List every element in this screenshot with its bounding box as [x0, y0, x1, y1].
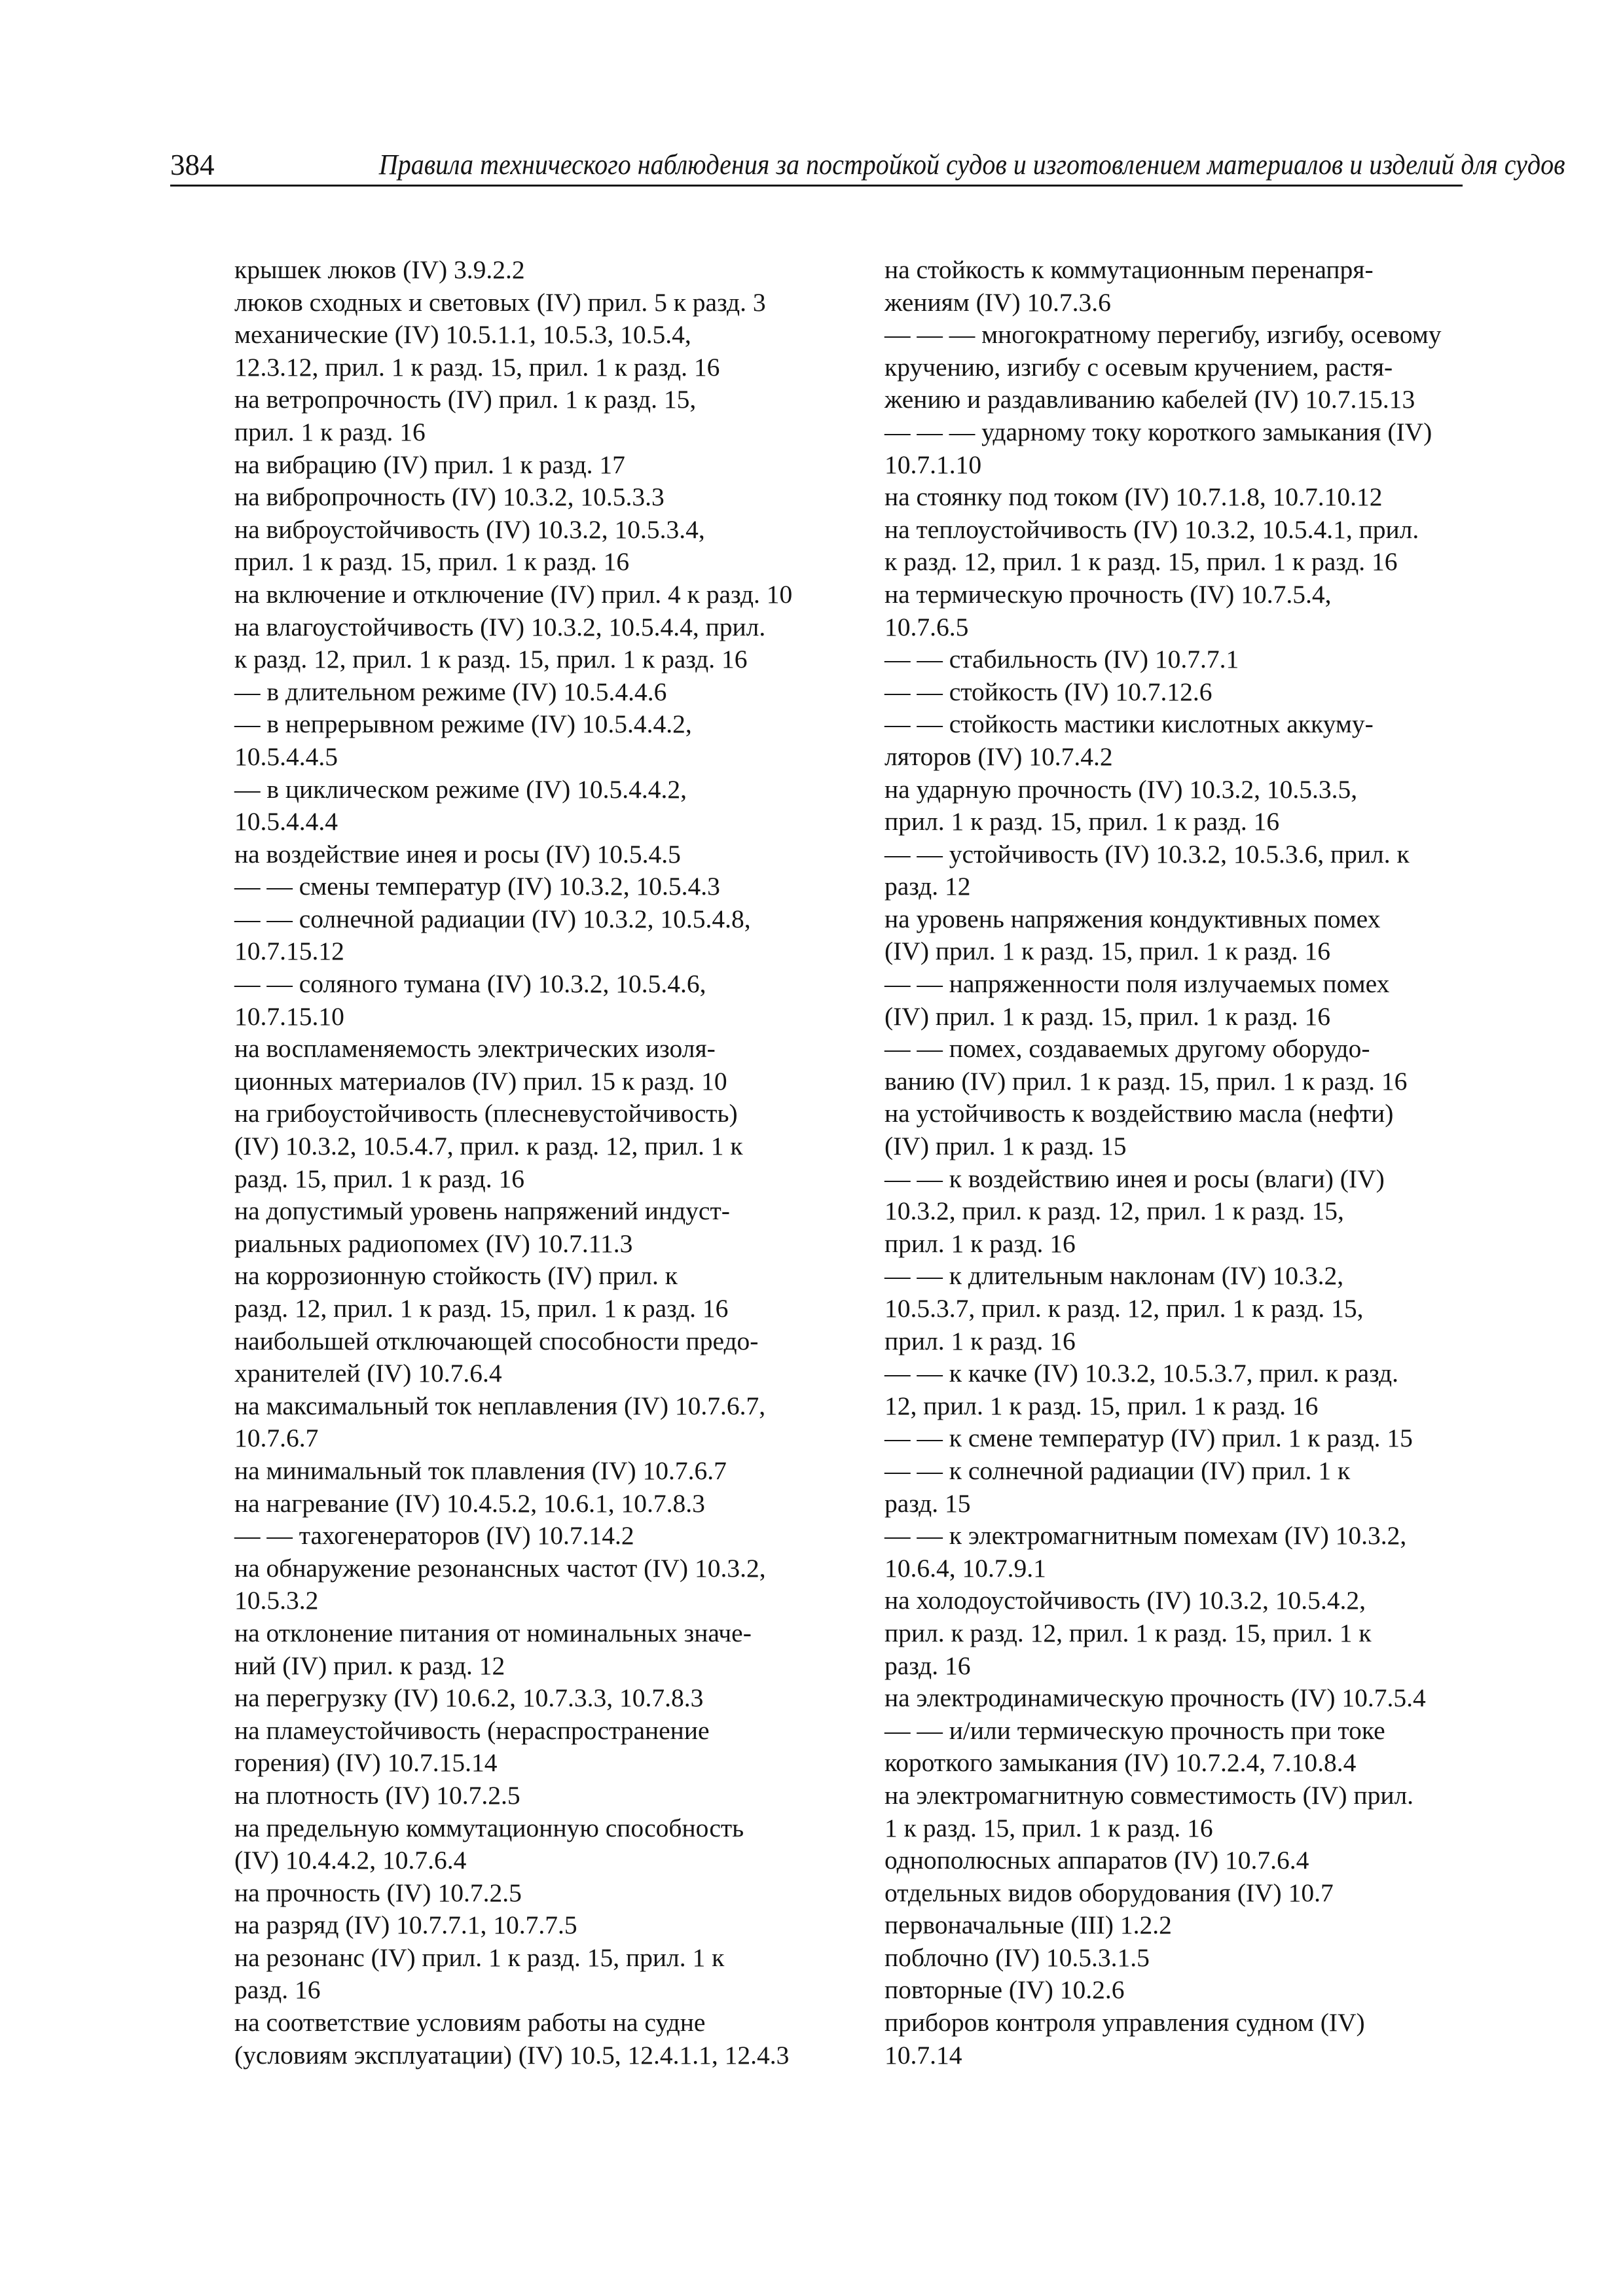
- index-entry-line: — — стойкость мастики кислотных аккуму-: [884, 709, 1374, 739]
- index-entry-line: на влагоустойчивость (IV) 10.3.2, 10.5.4.4, прил.: [234, 612, 766, 641]
- index-entry-line: разд. 16: [884, 1651, 971, 1680]
- index-entry-line: на воздействие инея и росы (IV) 10.5.4.5: [234, 839, 681, 869]
- index-entry-line: — — устойчивость (IV) 10.3.2, 10.5.3.6, прил. к: [884, 839, 1410, 869]
- index-entry-line: 10.7.6.7: [234, 1424, 319, 1453]
- index-entry-line: разд. 15, прил. 1 к разд. 16: [234, 1164, 524, 1193]
- index-entry-line: 10.7.6.5: [884, 612, 969, 641]
- index-entry-line: 10.5.3.2: [234, 1586, 319, 1615]
- index-entry-line: на термическую прочность (IV) 10.7.5.4,: [884, 579, 1332, 609]
- index-entry-line: 1 к разд. 15, прил. 1 к разд. 16: [884, 1813, 1213, 1842]
- index-entry-line: на стоянку под током (IV) 10.7.1.8, 10.7.10.12: [884, 482, 1383, 512]
- index-entry-line: (IV) 10.3.2, 10.5.4.7, прил. к разд. 12, прил. 1 к: [234, 1132, 743, 1161]
- index-entry-line: на допустимый уровень напряжений индуст-: [234, 1196, 730, 1226]
- index-entry-line: — — к длительным наклонам (IV) 10.3.2,: [884, 1261, 1344, 1291]
- index-entry-line: крышек люков (IV) 3.9.2.2: [234, 255, 525, 284]
- index-entry-line: наибольшей отключающей способности предо-: [234, 1326, 759, 1355]
- index-entry-line: на соответствие условиям работы на судне: [234, 2008, 706, 2037]
- index-entry-line: на плотность (IV) 10.7.2.5: [234, 1780, 520, 1810]
- index-entry-line: на ветропрочность (IV) прил. 1 к разд. 15,: [234, 385, 697, 414]
- index-entry-line: поблочно (IV) 10.5.3.1.5: [884, 1943, 1150, 1972]
- index-entry-line: к разд. 12, прил. 1 к разд. 15, прил. 1 к разд. 16: [234, 645, 748, 674]
- index-entry-line: прил. 1 к разд. 16: [234, 417, 426, 446]
- index-entry-line: прил. 1 к разд. 15, прил. 1 к разд. 16: [234, 547, 630, 577]
- index-entry-line: — — к солнечной радиации (IV) прил. 1 к: [884, 1456, 1351, 1485]
- index-entry-line: на прочность (IV) 10.7.2.5: [234, 1878, 522, 1907]
- index-entry-line: ванию (IV) прил. 1 к разд. 15, прил. 1 к разд. 16: [884, 1066, 1408, 1096]
- index-entry-line: разд. 16: [234, 1975, 321, 2005]
- index-entry-line: на предельную коммутационную способность: [234, 1813, 744, 1842]
- index-entry-line: — в циклическом режиме (IV) 10.5.4.4.2,: [234, 774, 687, 804]
- index-entry-line: горения) (IV) 10.7.15.14: [234, 1748, 498, 1778]
- index-entry-line: на воспламеняемость электрических изоля-: [234, 1034, 716, 1064]
- index-entry-line: на отклонение питания от номинальных значе-: [234, 1618, 752, 1647]
- index-entry-line: — — тахогенераторов (IV) 10.7.14.2: [234, 1521, 634, 1551]
- index-entry-line: на минимальный ток плавления (IV) 10.7.6.7: [234, 1456, 727, 1485]
- index-entry-line: — — стабильность (IV) 10.7.7.1: [884, 645, 1239, 674]
- index-entry-line: на разряд (IV) 10.7.7.1, 10.7.7.5: [234, 1910, 577, 1940]
- index-entry-line: жению и раздавливанию кабелей (IV) 10.7.15.13: [884, 385, 1415, 414]
- index-entry-line: — — к смене температур (IV) прил. 1 к разд. 15: [884, 1424, 1413, 1453]
- index-entry-line: на коррозионную стойкость (IV) прил. к: [234, 1261, 678, 1291]
- index-entry-line: — — и/или термическую прочность при токе: [884, 1715, 1385, 1745]
- index-entry-line: на обнаружение резонансных частот (IV) 10.3.2,: [234, 1553, 766, 1583]
- index-entry-line: на ударную прочность (IV) 10.3.2, 10.5.3.5,: [884, 774, 1358, 804]
- index-entry-line: на устойчивость к воздействию масла (нефти): [884, 1099, 1394, 1128]
- index-entry-line: ний (IV) прил. к разд. 12: [234, 1651, 505, 1680]
- index-entry-line: хранителей (IV) 10.7.6.4: [234, 1359, 502, 1388]
- index-entry-line: 12.3.12, прил. 1 к разд. 15, прил. 1 к разд. 16: [234, 352, 720, 382]
- index-entry-line: — — к качке (IV) 10.3.2, 10.5.3.7, прил. к разд.: [884, 1359, 1399, 1388]
- index-entry-line: на включение и отключение (IV) прил. 4 к разд. 10: [234, 579, 793, 609]
- index-entry-line: — — соляного тумана (IV) 10.3.2, 10.5.4.6,: [234, 969, 706, 999]
- index-entry-line: на нагревание (IV) 10.4.5.2, 10.6.1, 10.7.8.3: [234, 1488, 705, 1518]
- index-entry-line: однополюсных аппаратов (IV) 10.7.6.4: [884, 1846, 1309, 1875]
- page-number: 384: [170, 149, 215, 181]
- index-entry-line: на вибрацию (IV) прил. 1 к разд. 17: [234, 450, 625, 479]
- index-entry-line: (IV) прил. 1 к разд. 15, прил. 1 к разд. 16: [884, 1001, 1331, 1031]
- running-title: Правила технического наблюдения за постройкой судов и изготовлением материалов и изделий для судов: [378, 149, 1565, 181]
- index-column-right: [884, 254, 1457, 2072]
- index-entry-line: (условиям эксплуатации) (IV) 10.5, 12.4.1.1, 12.4.3: [234, 2040, 790, 2070]
- index-entry-line: на уровень напряжения кондуктивных помех: [884, 904, 1381, 933]
- index-entry-line: на максимальный ток неплавления (IV) 10.7.6.7,: [234, 1391, 766, 1420]
- index-entry-line: риальных радиопомех (IV) 10.7.11.3: [234, 1229, 633, 1258]
- index-entry-line: повторные (IV) 10.2.6: [884, 1975, 1125, 2005]
- page-header: [170, 145, 1565, 185]
- index-entry-line: разд. 15: [884, 1488, 971, 1518]
- index-entry-line: — — к электромагнитным помехам (IV) 10.3.2,: [884, 1521, 1407, 1551]
- header-rule: [170, 185, 1463, 187]
- index-entry-line: прил. 1 к разд. 16: [884, 1229, 1076, 1258]
- index-entry-line: механические (IV) 10.5.1.1, 10.5.3, 10.5.4,: [234, 320, 691, 350]
- index-entry-line: 10.6.4, 10.7.9.1: [884, 1553, 1046, 1583]
- index-entry-line: прил. 1 к разд. 16: [884, 1326, 1076, 1355]
- index-entry-line: (IV) прил. 1 к разд. 15, прил. 1 к разд. 16: [884, 937, 1331, 966]
- index-entry-line: разд. 12: [884, 872, 971, 901]
- index-entry-line: — в длительном режиме (IV) 10.5.4.4.6: [234, 677, 667, 706]
- index-entry-line: на холодоустойчивость (IV) 10.3.2, 10.5.4.2,: [884, 1586, 1366, 1615]
- index-entry-line: — — — многократному перегибу, изгибу, осевому: [884, 320, 1442, 350]
- index-entry-line: 10.5.4.4.5: [234, 742, 338, 771]
- index-entry-line: люков сходных и световых (IV) прил. 5 к разд. 3: [234, 287, 766, 317]
- index-column-left: [234, 254, 804, 2072]
- index-entry-line: отдельных видов оборудования (IV) 10.7: [884, 1878, 1334, 1907]
- index-entry-line: — — помех, создаваемых другому оборудо-: [884, 1034, 1370, 1064]
- index-entry-line: ляторов (IV) 10.7.4.2: [884, 742, 1113, 771]
- index-entry-line: кручению, изгибу с осевым кручением, растя-: [884, 352, 1393, 382]
- index-entry-line: разд. 12, прил. 1 к разд. 15, прил. 1 к разд. 16: [234, 1294, 729, 1323]
- index-entry-line: 10.7.1.10: [884, 450, 982, 479]
- index-entry-line: — — смены температур (IV) 10.3.2, 10.5.4.3: [234, 872, 720, 901]
- index-entry-line: (IV) 10.4.4.2, 10.7.6.4: [234, 1846, 467, 1875]
- index-entry-line: 10.5.3.7, прил. к разд. 12, прил. 1 к разд. 15,: [884, 1294, 1364, 1323]
- index-entry-line: 12, прил. 1 к разд. 15, прил. 1 к разд. 16: [884, 1391, 1319, 1420]
- index-entry-line: на перегрузку (IV) 10.6.2, 10.7.3.3, 10.7.8.3: [234, 1683, 704, 1713]
- index-entry-line: первоначальные (III) 1.2.2: [884, 1910, 1172, 1940]
- index-entry-line: 10.7.15.12: [234, 937, 344, 966]
- index-entry-line: на электромагнитную совместимость (IV) прил.: [884, 1780, 1414, 1810]
- index-entry-line: 10.7.14: [884, 2040, 962, 2070]
- index-entry-line: жениям (IV) 10.7.3.6: [884, 287, 1111, 317]
- index-entry-line: на вибропрочность (IV) 10.3.2, 10.5.3.3: [234, 482, 665, 512]
- index-entry-line: на стойкость к коммутационным перенапря-: [884, 255, 1374, 284]
- index-entry-line: 10.3.2, прил. к разд. 12, прил. 1 к разд. 15,: [884, 1196, 1344, 1226]
- index-entry-line: — — к воздействию инея и росы (влаги) (IV): [884, 1164, 1385, 1193]
- index-entry-line: прил. к разд. 12, прил. 1 к разд. 15, прил. 1 к: [884, 1618, 1372, 1647]
- index-entry-line: на виброустойчивость (IV) 10.3.2, 10.5.3.4,: [234, 514, 705, 544]
- index-entry-line: приборов контроля управления судном (IV): [884, 2008, 1365, 2037]
- index-entry-line: на пламеустойчивость (нераспространение: [234, 1715, 710, 1745]
- index-entry-line: 10.5.4.4.4: [234, 807, 338, 836]
- index-entry-line: к разд. 12, прил. 1 к разд. 15, прил. 1 к разд. 16: [884, 547, 1398, 577]
- index-entry-line: прил. 1 к разд. 15, прил. 1 к разд. 16: [884, 807, 1280, 836]
- index-entry-line: — в непрерывном режиме (IV) 10.5.4.4.2,: [234, 709, 692, 739]
- index-entry-line: — — напряженности поля излучаемых помех: [884, 969, 1390, 999]
- index-entry-line: на электродинамическую прочность (IV) 10.7.5.4: [884, 1683, 1426, 1713]
- index-entry-line: на резонанс (IV) прил. 1 к разд. 15, прил. 1 к: [234, 1943, 725, 1972]
- index-entry-line: — — — ударному току короткого замыкания (IV): [884, 417, 1432, 446]
- index-entry-line: на теплоустойчивость (IV) 10.3.2, 10.5.4.1, прил.: [884, 514, 1419, 544]
- index-entry-line: ционных материалов (IV) прил. 15 к разд. 10: [234, 1066, 727, 1096]
- index-entry-line: на грибоустойчивость (плесневустойчивость): [234, 1099, 738, 1128]
- index-entry-line: — — солнечной радиации (IV) 10.3.2, 10.5.4.8,: [234, 904, 751, 933]
- index-entry-line: короткого замыкания (IV) 10.7.2.4, 7.10.8.4: [884, 1748, 1357, 1778]
- index-entry-line: — — стойкость (IV) 10.7.12.6: [884, 677, 1213, 706]
- index-entry-line: 10.7.15.10: [234, 1001, 344, 1031]
- index-entry-line: (IV) прил. 1 к разд. 15: [884, 1132, 1127, 1161]
